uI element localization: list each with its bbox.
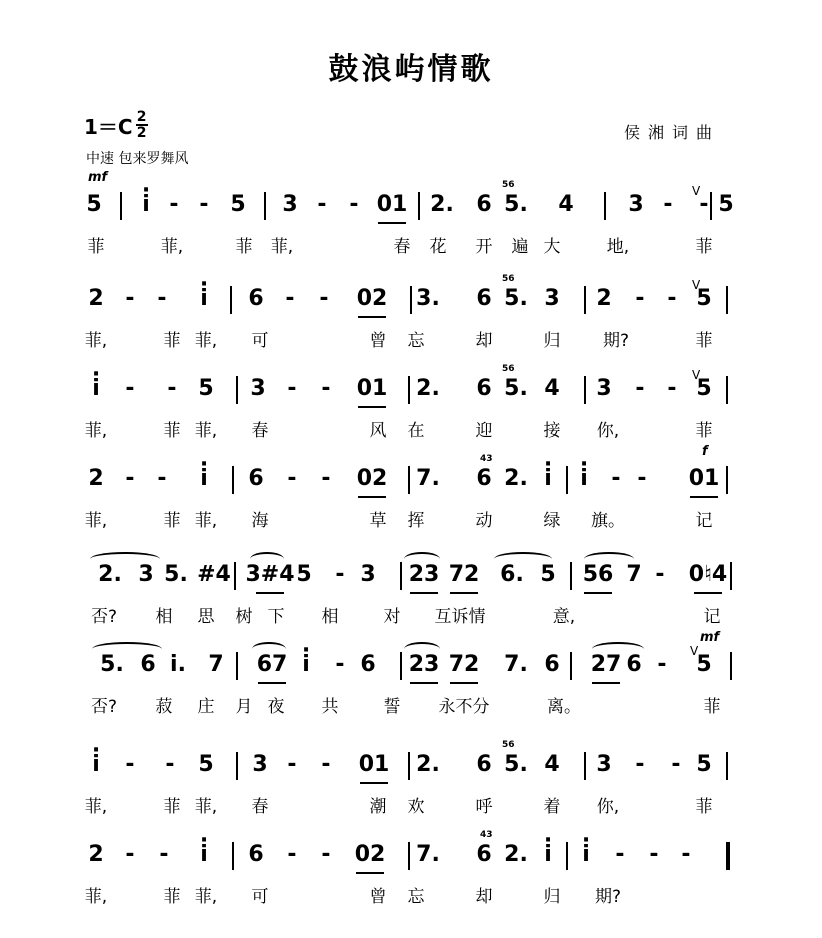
lyric-syllable: 相 [155, 607, 173, 627]
note: 01 [688, 466, 720, 491]
lyric-syllable: 菲, [84, 887, 108, 907]
note: 01 [376, 192, 408, 217]
lyric-syllable: 你, [596, 797, 620, 817]
lyric-syllable: 呼 [475, 797, 493, 817]
author-credit: 侯湘词曲 [624, 123, 721, 142]
lyric-syllable: 挥 [407, 511, 425, 531]
beam-underline [450, 682, 478, 684]
note: 3 [544, 286, 560, 311]
dash-mark: - [157, 466, 167, 491]
note: 7. [504, 652, 528, 677]
score-system [0, 274, 822, 372]
beam-underline [256, 592, 284, 594]
note: 6 [476, 466, 492, 491]
note: 6 [248, 842, 264, 867]
lyric-syllable: 忘 [407, 887, 425, 907]
lyric-syllable: 菲 [695, 797, 713, 817]
beam-underline [694, 592, 722, 594]
dynamic-marking: mf [700, 630, 720, 645]
note: 5 [696, 752, 712, 777]
note: 7 [626, 562, 642, 587]
note: 72 [448, 562, 480, 587]
barline [400, 562, 402, 590]
dash-mark: - [635, 376, 645, 401]
lyric-syllable: 庄 [197, 697, 215, 717]
lyric-syllable: 着 [543, 797, 561, 817]
note: 3 [250, 376, 266, 401]
barline [726, 376, 728, 404]
barline [726, 752, 728, 780]
breath-mark: V [692, 278, 701, 292]
note: 2. [416, 376, 440, 401]
dash-mark: - [611, 466, 621, 491]
note: 2 [88, 286, 104, 311]
note: 6. [500, 562, 524, 587]
barline [234, 562, 236, 590]
lyric-syllable: 动 [475, 511, 493, 531]
lyric-syllable: 草 [369, 511, 387, 531]
dash-mark: - [125, 376, 135, 401]
dash-mark: - [699, 192, 709, 217]
beam-underline [356, 872, 384, 874]
lyric-syllable: 夜 [267, 697, 285, 717]
barline [570, 562, 572, 590]
note: 3 [360, 562, 376, 587]
lyric-syllable: 潮 [369, 797, 387, 817]
note: 5 [540, 562, 556, 587]
score-system [0, 444, 822, 552]
note: 72 [448, 652, 480, 677]
slur-arc [494, 552, 552, 566]
lyric-syllable: 誓 [383, 697, 401, 717]
note: 23 [408, 562, 440, 587]
note: 5. [504, 376, 528, 401]
note: 5 [198, 376, 214, 401]
breath-mark: V [692, 368, 701, 382]
note: 6 [476, 286, 492, 311]
lyric-syllable: 海 [251, 511, 269, 531]
note: 4 [544, 752, 560, 777]
notes-row [0, 462, 822, 498]
note: 3 [596, 752, 612, 777]
dash-mark: - [321, 842, 331, 867]
dynamic-marking: f [702, 444, 708, 459]
lyric-syllable: 记 [703, 607, 721, 627]
grace-note: 43 [480, 830, 493, 840]
note: 6 [476, 376, 492, 401]
note: #4 [197, 562, 231, 587]
dash-mark: - [167, 376, 177, 401]
note: · i [544, 466, 552, 492]
note: 7. [416, 466, 440, 491]
note: 5 [230, 192, 246, 217]
note: 23 [408, 652, 440, 677]
note: 5 [696, 286, 712, 311]
score-system [0, 630, 822, 738]
barline [264, 192, 266, 220]
barline [726, 466, 728, 494]
dash-mark: - [655, 562, 665, 587]
note: 3. [416, 286, 440, 311]
dash-mark: - [165, 752, 175, 777]
note: 6 [360, 652, 376, 677]
barline [566, 466, 568, 494]
lyric-syllable: 忘 [407, 331, 425, 351]
beam-underline [360, 782, 388, 784]
time-signature [136, 110, 148, 140]
barline [710, 192, 712, 220]
dash-mark: - [157, 286, 167, 311]
lyric-syllable: 曾 [369, 331, 387, 351]
lyric-syllable: 菲 [695, 421, 713, 441]
note: 6 [476, 752, 492, 777]
barline [400, 652, 402, 680]
note: 6 [544, 652, 560, 677]
lyric-syllable: 菲, [194, 421, 218, 441]
note: 2. [416, 752, 440, 777]
barline [232, 842, 234, 870]
beam-underline [410, 592, 438, 594]
slur-arc [90, 552, 160, 566]
dash-mark: - [635, 752, 645, 777]
barline [236, 752, 238, 780]
lyric-syllable: 菲 [235, 237, 253, 257]
note: 5 [718, 192, 734, 217]
note: 5. [100, 652, 124, 677]
note: 2 [596, 286, 612, 311]
note: 3 [138, 562, 154, 587]
note: · i [544, 842, 552, 868]
slur-arc [92, 642, 162, 656]
lyric-syllable: 遍 [511, 237, 529, 257]
note: 7 [208, 652, 224, 677]
score-system [0, 740, 822, 838]
dash-mark: - [667, 286, 677, 311]
score-system [0, 180, 822, 278]
barline [570, 652, 572, 680]
barline [408, 466, 410, 494]
lyric-syllable: 春 [251, 421, 269, 441]
lyric-syllable: 否? [90, 607, 118, 627]
note: 6 [476, 192, 492, 217]
lyric-syllable: 菲 [703, 697, 721, 717]
slur-arc [592, 642, 644, 656]
lyric-syllable: 风 [369, 421, 387, 441]
note: 2 [88, 466, 104, 491]
note: 5 [696, 652, 712, 677]
lyric-syllable: 月 [235, 697, 253, 717]
note: · i [302, 652, 310, 678]
dash-mark: - [663, 192, 673, 217]
note: 67 [256, 652, 288, 677]
barline [418, 192, 420, 220]
notes-row [0, 838, 822, 874]
tempo-marking: 中速 包来罗舞风 [86, 151, 189, 167]
barline [410, 286, 412, 314]
lyric-syllable: 记 [695, 511, 713, 531]
dash-mark: - [287, 842, 297, 867]
lyric-syllable: 菲 [163, 421, 181, 441]
time-numerator: 2 [136, 109, 147, 125]
lyric-syllable: 菲 [695, 331, 713, 351]
beam-underline [258, 682, 286, 684]
lyric-syllable: 春 [393, 237, 411, 257]
lyric-syllable: 菲 [87, 237, 105, 257]
grace-note: 56 [502, 740, 515, 750]
lyric-syllable: 下 [267, 607, 285, 627]
key-label: 1＝C [84, 114, 133, 139]
dash-mark: - [125, 466, 135, 491]
dash-mark: - [681, 842, 691, 867]
note: · i [92, 376, 100, 402]
key-signature [84, 110, 148, 140]
dash-mark: - [615, 842, 625, 867]
note: i. [170, 652, 186, 677]
dash-mark: - [637, 466, 647, 491]
lyric-syllable: 春 [251, 797, 269, 817]
dash-mark: - [125, 842, 135, 867]
barline [584, 752, 586, 780]
time-denominator: 2 [136, 125, 147, 141]
barline [408, 376, 410, 404]
dash-mark: - [199, 192, 209, 217]
lyric-syllable: 大 [543, 237, 561, 257]
lyric-syllable: 菲, [194, 331, 218, 351]
lyric-syllable: 菲, [84, 331, 108, 351]
lyric-syllable: 花 [429, 237, 447, 257]
barline [120, 192, 122, 220]
note: 4 [558, 192, 574, 217]
beam-underline [358, 496, 386, 498]
barline [408, 752, 410, 780]
beam-underline [410, 682, 438, 684]
lyric-syllable: 菲, [194, 887, 218, 907]
note: 6 [248, 286, 264, 311]
note: 5 [296, 562, 312, 587]
lyric-syllable: 期? [594, 887, 622, 907]
barline [232, 466, 234, 494]
dash-mark: - [321, 752, 331, 777]
dash-mark: - [349, 192, 359, 217]
beam-underline [690, 496, 718, 498]
lyric-syllable: 菽 [155, 697, 173, 717]
note: 5 [86, 192, 102, 217]
lyric-syllable: 在 [407, 421, 425, 441]
barline [236, 652, 238, 680]
lyric-syllable: 归 [543, 887, 561, 907]
grace-note: 56 [502, 364, 515, 374]
beam-underline [358, 406, 386, 408]
lyric-syllable: 离。 [547, 697, 581, 717]
page-title: 鼓浪屿情歌 [328, 52, 494, 87]
note: 2. [98, 562, 122, 587]
lyric-syllable: 地, [606, 237, 630, 257]
lyric-syllable: 相 [321, 607, 339, 627]
lyric-syllable: 菲, [84, 797, 108, 817]
dash-mark: - [667, 376, 677, 401]
barline [604, 192, 606, 220]
dash-mark: - [287, 466, 297, 491]
dash-mark: - [649, 842, 659, 867]
lyric-syllable: 否? [90, 697, 118, 717]
note: 5. [504, 192, 528, 217]
lyric-syllable: 菲, [194, 797, 218, 817]
note: 2. [504, 466, 528, 491]
note: 6 [248, 466, 264, 491]
lyric-syllable: 互诉情 [434, 607, 486, 627]
dash-mark: - [321, 376, 331, 401]
lyric-syllable: 开 [475, 237, 493, 257]
note: 3 [252, 752, 268, 777]
lyric-syllable: 菲, [270, 237, 294, 257]
lyric-syllable: 菲, [84, 511, 108, 531]
breath-mark: V [690, 644, 699, 658]
dash-mark: - [169, 192, 179, 217]
lyric-syllable: 欢 [407, 797, 425, 817]
breath-mark: V [692, 184, 701, 198]
beam-underline [450, 592, 478, 594]
lyric-syllable: 永不分 [438, 697, 490, 717]
lyric-syllable: 菲 [695, 237, 713, 257]
lyric-syllable: 菲, [160, 237, 184, 257]
note: 7. [416, 842, 440, 867]
lyric-syllable: 菲 [163, 797, 181, 817]
note: 5 [198, 752, 214, 777]
dash-mark: - [287, 376, 297, 401]
score-system [0, 830, 822, 928]
note: 2. [504, 842, 528, 867]
note: 27 [590, 652, 622, 677]
note: · i [200, 842, 208, 868]
lyric-syllable: 意, [552, 607, 576, 627]
dash-mark: - [159, 842, 169, 867]
note: 4 [544, 376, 560, 401]
lyric-syllable: 可 [251, 887, 269, 907]
lyric-syllable: 菲, [194, 511, 218, 531]
barline [566, 842, 568, 870]
slur-arc [404, 642, 440, 656]
beam-underline [592, 682, 620, 684]
final-barline [726, 842, 730, 870]
beam-underline [358, 316, 386, 318]
dash-mark: - [321, 466, 331, 491]
slur-arc [404, 552, 440, 566]
note: 2. [430, 192, 454, 217]
dash-mark: - [317, 192, 327, 217]
dynamic-marking: mf [88, 170, 108, 185]
lyric-syllable: 菲 [163, 331, 181, 351]
dash-mark: - [287, 752, 297, 777]
lyric-syllable: 却 [475, 887, 493, 907]
note: · i [142, 192, 150, 218]
lyric-syllable: 期? [602, 331, 630, 351]
lyric-syllable: 可 [251, 331, 269, 351]
lyric-syllable: 旗。 [591, 511, 625, 531]
lyric-syllable: 共 [321, 697, 339, 717]
barline [230, 286, 232, 314]
note: 5. [504, 752, 528, 777]
note: 5 [696, 376, 712, 401]
note: · i [200, 466, 208, 492]
note: 02 [354, 842, 386, 867]
lyric-syllable: 却 [475, 331, 493, 351]
lyric-syllable: 思 [197, 607, 215, 627]
grace-note: 43 [480, 454, 493, 464]
lyric-syllable: 对 [383, 607, 401, 627]
lyric-syllable: 接 [543, 421, 561, 441]
dash-mark: - [125, 752, 135, 777]
note: 56 [582, 562, 614, 587]
dash-mark: - [319, 286, 329, 311]
note: · i [200, 286, 208, 312]
lyric-syllable: 曾 [369, 887, 387, 907]
barline [408, 842, 410, 870]
lyric-syllable: 菲 [163, 887, 181, 907]
note: 5. [164, 562, 188, 587]
barline [726, 286, 728, 314]
note: 02 [356, 466, 388, 491]
lyric-syllable: 归 [543, 331, 561, 351]
dash-mark: - [285, 286, 295, 311]
dash-mark: - [125, 286, 135, 311]
lyric-syllable: 菲 [163, 511, 181, 531]
note: 3 [596, 376, 612, 401]
note: 02 [356, 286, 388, 311]
barline [584, 286, 586, 314]
dash-mark: - [335, 562, 345, 587]
note: 0♮4 [688, 562, 728, 587]
lyric-syllable: 菲, [84, 421, 108, 441]
note: · i [582, 842, 590, 868]
dash-mark: - [335, 652, 345, 677]
barline [730, 562, 732, 590]
note: 6 [626, 652, 642, 677]
note: 6 [476, 842, 492, 867]
dash-mark: - [671, 752, 681, 777]
note: 01 [356, 376, 388, 401]
beam-underline [378, 222, 406, 224]
lyric-syllable: 树 [235, 607, 253, 627]
slur-arc [252, 642, 286, 656]
note: 3 [628, 192, 644, 217]
barline [236, 376, 238, 404]
score-system [0, 364, 822, 462]
barline [730, 652, 732, 680]
note: 6 [140, 652, 156, 677]
note: 5. [504, 286, 528, 311]
note: · i [580, 466, 588, 492]
note: 3#4 [245, 562, 295, 587]
notes-row [0, 748, 822, 784]
slur-arc [584, 552, 634, 566]
note: 3 [282, 192, 298, 217]
note: · i [92, 752, 100, 778]
beam-underline [584, 592, 612, 594]
barline [584, 376, 586, 404]
lyric-syllable: 绿 [543, 511, 561, 531]
score-system [0, 558, 822, 648]
grace-note: 56 [502, 180, 515, 190]
lyric-syllable: 迎 [475, 421, 493, 441]
note: 2 [88, 842, 104, 867]
note: 01 [358, 752, 390, 777]
grace-note: 56 [502, 274, 515, 284]
lyric-syllable: 你, [596, 421, 620, 441]
dash-mark: - [657, 652, 667, 677]
slur-arc [250, 552, 284, 566]
dash-mark: - [635, 286, 645, 311]
